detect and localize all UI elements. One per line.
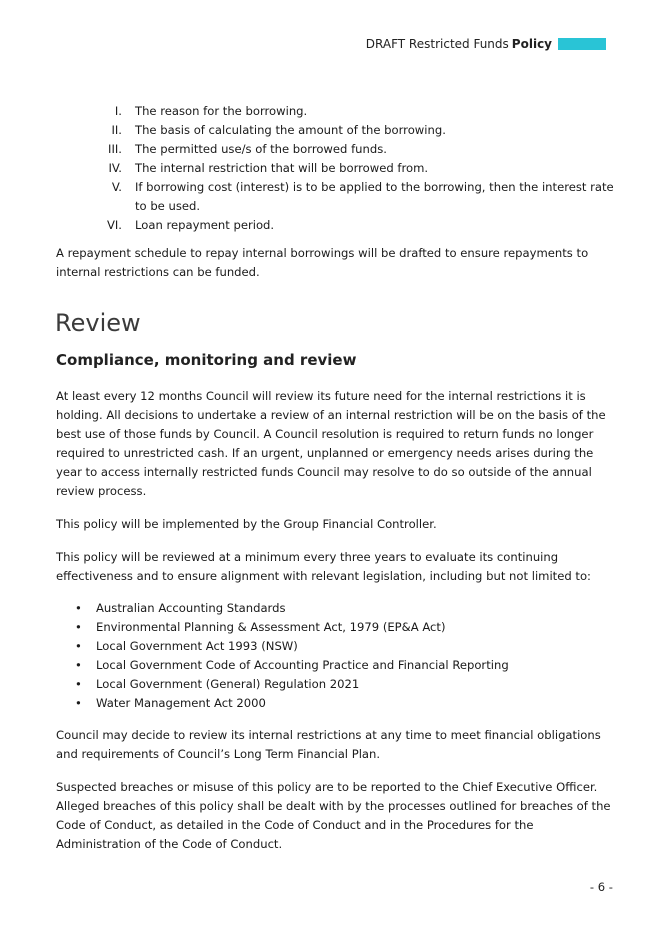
list-item [56,599,616,618]
roman-numeral-list [56,102,616,235]
list-item-text: The internal restriction that will be borrowed from. [135,161,429,175]
bullet-icon: • [75,696,82,710]
list-item-text: Environmental Planning & Assessment Act, 1979 (EP&A Act) [96,620,446,634]
repayment-paragraph: A repayment schedule to repay internal borrowings will be drafted to ensure repayments to internal restrictions can be funded. [56,246,589,279]
subheading: Compliance, monitoring and review [56,351,357,369]
section-heading: Review [55,309,141,337]
list-item [56,618,616,637]
review-frequency-paragraph: This policy will be reviewed at a minimum every three years to evaluate its continuing effectiveness and to ensure alignment with relevant legislation, including but not limited to: [56,550,591,583]
list-item-text: Loan repayment period. [135,218,275,232]
bullet-icon: • [75,620,82,634]
monitoring-paragraph: At least every 12 months Council will review its future need for the internal restrictions it is holding. All decisions to undertake a review of an internal restriction will be on the basis of the best use of those funds by Council. A Council resolution is required to return funds no longer required to unrestricted cash. If an urgent, unplanned or emergency needs arises during the year to access internally restricted funds Council may resolve to do so outside of the annual review process. [56,389,606,498]
list-item-text: The basis of calculating the amount of the borrowing. [135,123,446,137]
list-item-number: IV. [108,161,122,175]
list-item-number: II. [111,123,122,137]
list-item-text: If borrowing cost (interest) is to be applied to the borrowing, then the interest rate to be used. [135,180,614,213]
list-item-text: Local Government Act 1993 (NSW) [96,639,298,653]
list-item-text: The permitted use/s of the borrowed funds. [135,142,387,156]
bullet-icon: • [75,601,82,615]
list-item [56,694,616,713]
list-item-text: Local Government Code of Accounting Practice and Financial Reporting [96,658,509,672]
list-item [56,140,616,159]
list-item [56,675,616,694]
list-item [56,102,616,121]
list-item [56,216,616,235]
implementation-paragraph: This policy will be implemented by the Group Financial Controller. [56,517,437,531]
list-item-number: III. [108,142,122,156]
list-item [56,121,616,140]
list-item [56,159,616,178]
list-item-text: The reason for the borrowing. [135,104,308,118]
bullet-icon: • [75,658,82,672]
list-item [56,178,616,216]
decide-paragraph: Council may decide to review its internal restrictions at any time to meet financial obligations and requirements of Council’s Long Term Financial Plan. [56,728,601,761]
breaches-paragraph: Suspected breaches or misuse of this policy are to be reported to the Chief Executive Officer. Alleged breaches of this policy shall be dealt with by the processes outlined for breaches of the Code of Conduct, as detailed in the Code of Conduct and in the Procedures for the Administration of the Code of Conduct. [56,780,611,851]
page-header [366,37,606,51]
list-item-text: Local Government (General) Regulation 2021 [96,677,360,691]
bullet-icon: • [75,677,82,691]
list-item-number: VI. [106,218,122,232]
list-item-number: I. [114,104,122,118]
list-item-text: Australian Accounting Standards [96,601,286,615]
list-item [56,656,616,675]
bullet-icon: • [75,639,82,653]
document-body [56,102,616,854]
legislation-list [56,599,616,713]
page-number: - 6 - [589,880,613,894]
header-title-bold: Policy [511,37,552,51]
header-title: DRAFT Restricted Funds [365,37,509,51]
list-item [56,637,616,656]
header-accent-bar [558,38,606,50]
list-item-text: Water Management Act 2000 [96,696,266,710]
list-item-number: V. [111,180,122,194]
